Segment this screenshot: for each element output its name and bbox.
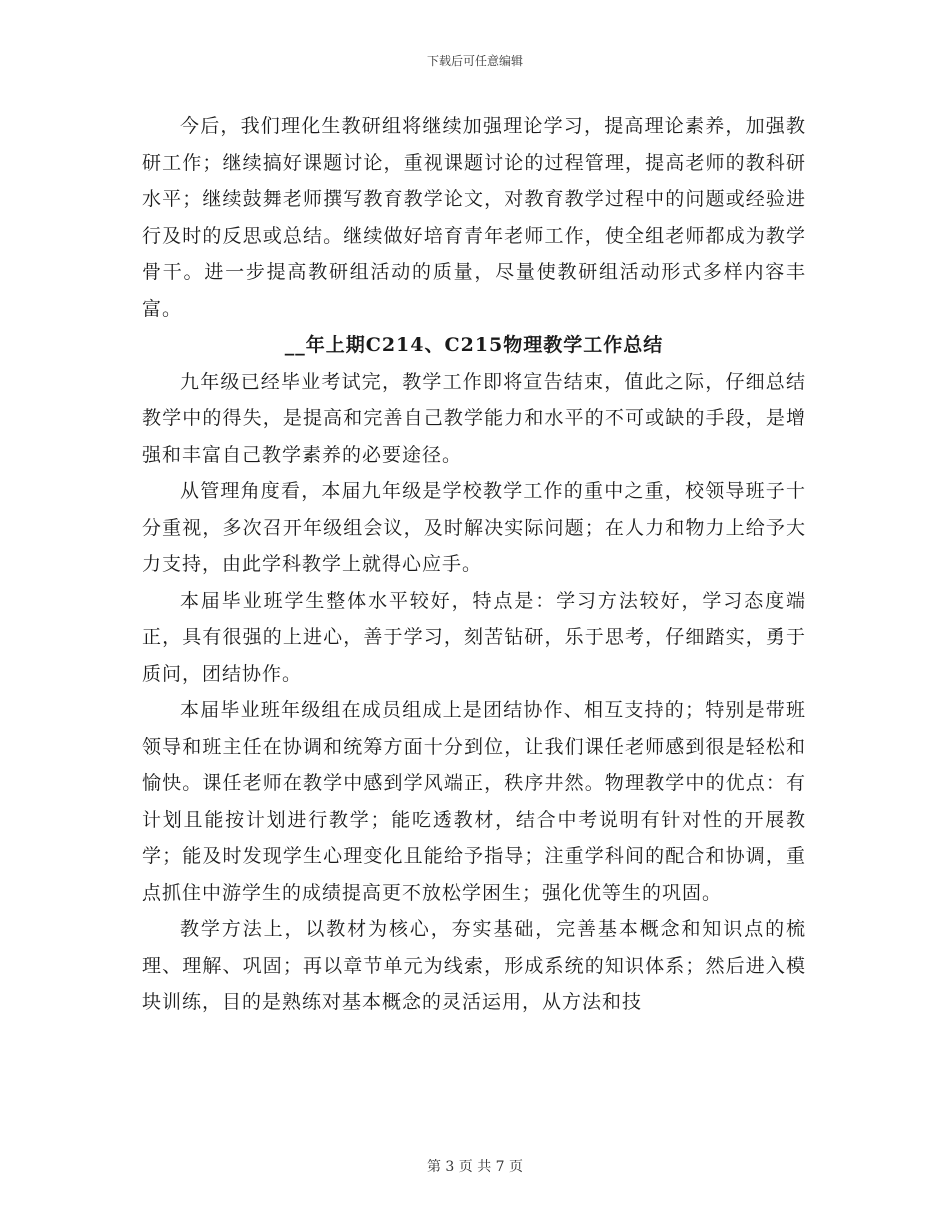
page-number: 第 3 页 共 7 页 <box>426 1159 524 1175</box>
page-header-note: 下载后可任意编辑 <box>426 54 523 68</box>
document-body <box>142 108 806 1021</box>
paragraph-students: 本届毕业班学生整体水平较好，特点是：学习方法较好，学习态度端正，具有很强的上进心，善于学习，刻苦钻研，乐于思考，仔细踏实，勇于质问，团结协作。 <box>142 589 806 685</box>
paragraph-grade-group: 本届毕业班年级组在成员组成上是团结协作、相互支持的；特别是带班领导和班主任在协调和统筹方面十分到位，让我们课任老师感到很是轻松和愉快。课任老师在教学中感到学风端正，秩序井然。物理教学中的优点：有计划且能按计划进行教学；能吃透教材，结合中考说明有针对性的开展教学；能及时发现学生心理变化且能给予指导；注重学科间的配合和协调，重点抓住中游学生的成绩提高更不放松学困生；强化优等生的巩固。 <box>142 699 806 904</box>
paragraph-future-plans: 今后，我们理化生教研组将继续加强理论学习，提高理论素养，加强教研工作；继续搞好课题讨论，重视课题讨论的过程管理，提高老师的教科研水平；继续鼓舞老师撰写教育教学论文，对教育教学过程中的问题或经验进行及时的反思或总结。继续做好培育青年老师工作，使全组老师都成为教学骨干。进一步提高教研组活动的质量，尽量使教研组活动形式多样内容丰富。 <box>142 115 806 320</box>
paragraph-intro: 九年级已经毕业考试完，教学工作即将宣告结束，值此之际，仔细总结教学中的得失，是提高和完善自己教学能力和水平的不可或缺的手段，是增强和丰富自己教学素养的必要途径。 <box>142 370 806 466</box>
section-title: __年上期C214、C215物理教学工作总结 <box>284 334 664 356</box>
paragraph-management: 从管理角度看，本届九年级是学校教学工作的重中之重，校领导班子十分重视，多次召开年级组会议，及时解决实际问题；在人力和物力上给予大力支持，由此学科教学上就得心应手。 <box>142 480 806 575</box>
paragraph-teaching-methods: 教学方法上，以教材为核心，夯实基础，完善基本概念和知识点的梳理、理解、巩固；再以章节单元为线索，形成系统的知识体系；然后进入模块训练，目的是熟练对基本概念的灵活运用，从方法和技 <box>142 918 806 1013</box>
